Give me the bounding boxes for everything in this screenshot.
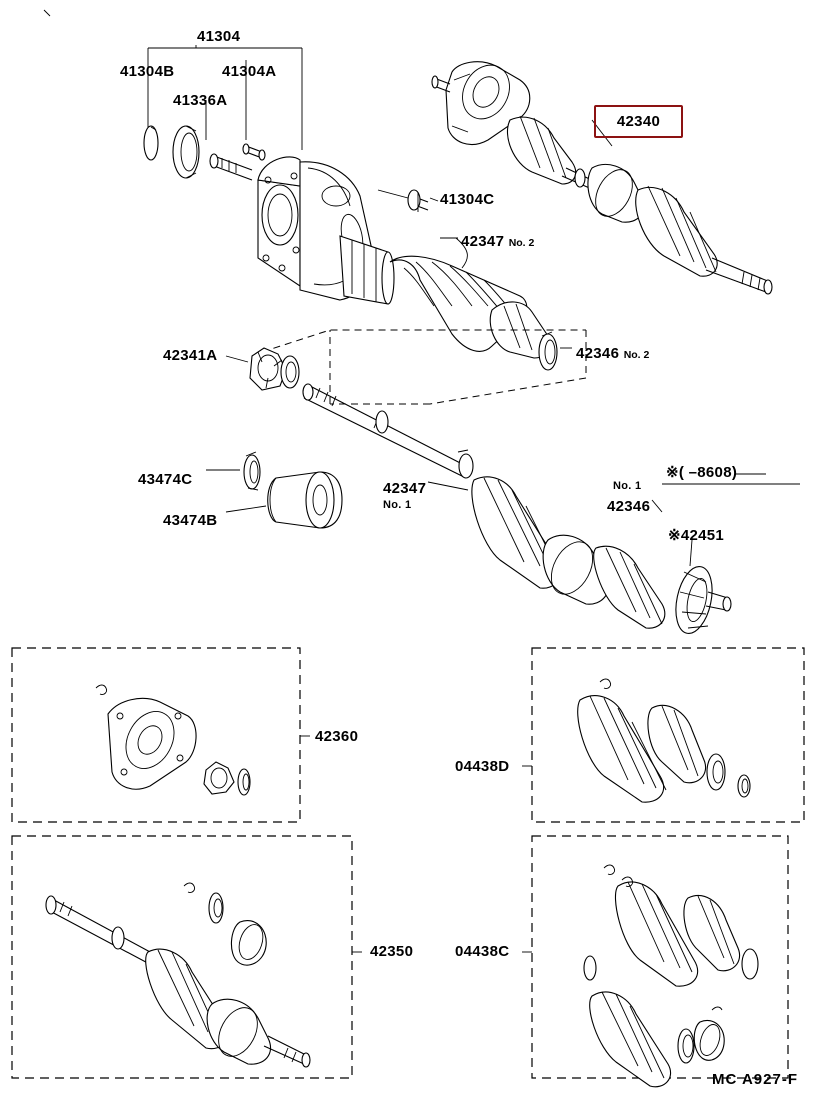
part-42451-deflector [670,563,731,637]
label-42346-no2-suffix: No. 2 [623,349,650,361]
part-41336A-oilseal [173,126,199,178]
part-41304A-shaft [210,144,265,180]
label-42346-no1-suffix: No. 1 [613,480,642,492]
part-42347-no2-boot [390,256,550,358]
part-inner-shaft [303,384,473,478]
label-42346-no1: 42346 [607,498,651,515]
label-43474B: 43474B [163,512,218,529]
highlight-42340-box [594,105,683,138]
label-42347-no1: 42347 [383,480,427,497]
leader-42341A [226,356,248,362]
label-41336A: 41336A [173,92,228,109]
leader-42346-no1 [652,500,662,512]
label-42346-no2 [576,345,649,362]
label-42451: ※42451 [668,527,725,544]
kit-box-42350 [12,836,352,1078]
label-42347-no2 [461,233,534,250]
label-42347-no2-number: 42347 [461,233,505,250]
label-41304C: 41304C [440,191,495,208]
label-41304A: 41304A [222,63,277,80]
label-42360: 42360 [315,728,359,745]
label-04438D: 04438D [455,758,510,775]
kit-42350-contents [46,883,310,1067]
leader-41304C [378,190,408,198]
label-42340: 42340 [616,113,661,130]
label-41304B: 41304B [120,63,175,80]
part-41304-carrier [258,157,394,304]
label-42350: 42350 [370,943,414,960]
label-43474C: 43474C [138,471,193,488]
label-41304: 41304 [197,28,241,45]
part-41304B-snapring [144,126,158,160]
kit-04438D-contents [578,679,750,802]
part-42346-no1-clamp [594,546,665,628]
label-date-note: ※( –8608) [666,464,738,481]
label-42341A: 42341A [163,347,218,364]
label-04438C: 04438C [455,943,510,960]
leader-42347-no1 [428,482,468,490]
part-43474B-dustcover [268,472,342,528]
kit-42360-contents [96,685,250,795]
part-42341A-tripod [250,348,299,390]
part-42340-driveshaft [432,57,772,294]
label-42346-no2-number: 42346 [576,345,620,362]
part-43474C-clamp [244,452,260,490]
kit-04438C-contents [584,865,758,1087]
label-42347-no2-suffix: No. 2 [508,237,535,249]
part-41304C-bolt [408,190,438,212]
leader-43474B [226,506,266,512]
footer-code: MC A927-F [712,1071,798,1088]
label-42347-no1-suffix: No. 1 [383,499,412,511]
